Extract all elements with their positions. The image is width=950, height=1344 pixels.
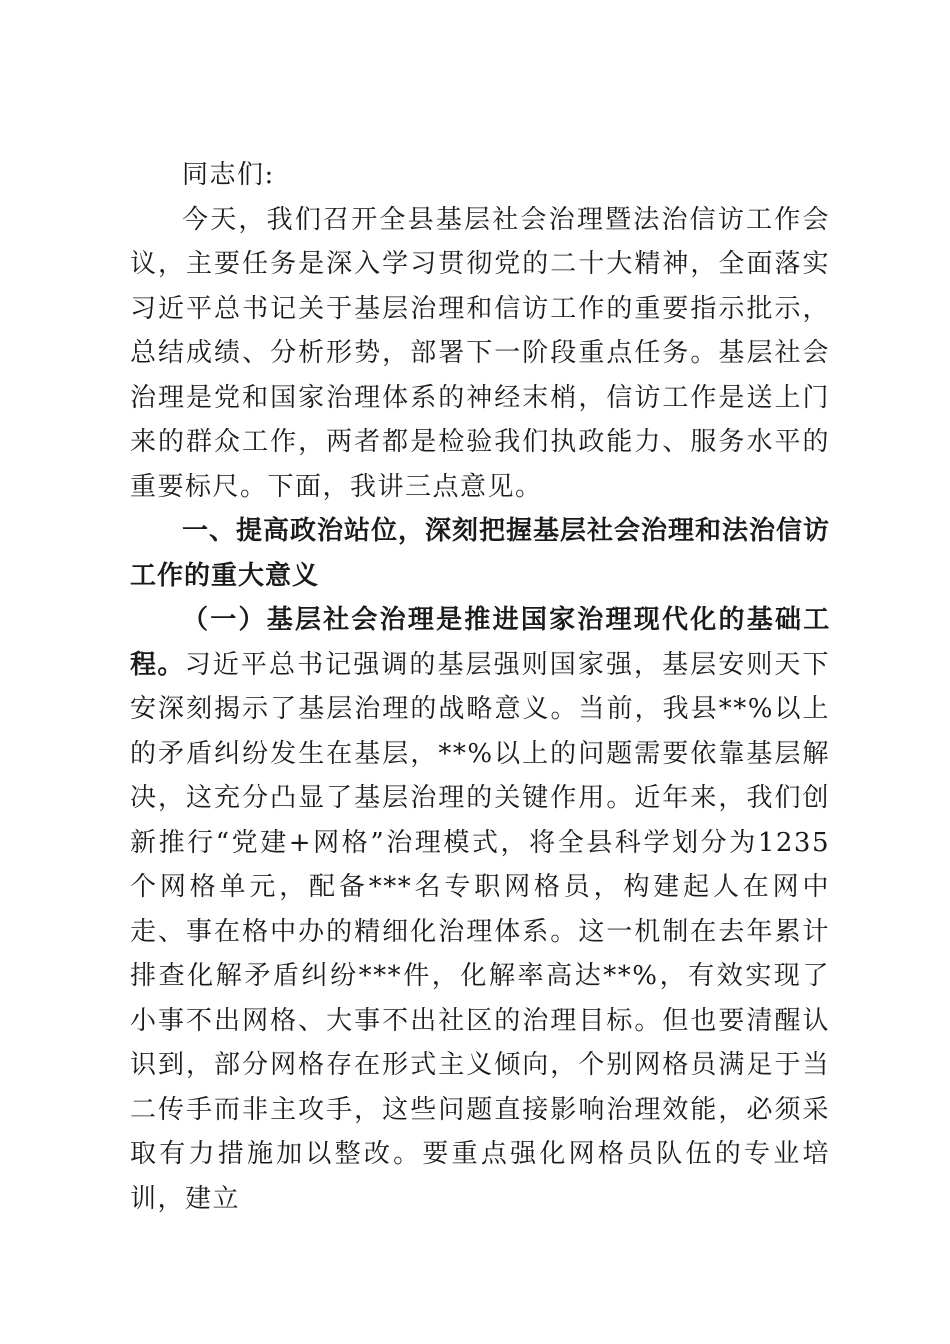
salutation: 同志们: <box>182 160 275 190</box>
document-body <box>130 153 830 1221</box>
intro-paragraph: 今天，我们召开全县基层社会治理暨法治信访工作会议，主要任务是深入学习贯彻党的二十大精神，全面落实习近平总书记关于基层治理和信访工作的重要指示批示，总结成绩、分析形势，部署下一阶段重点任务。基层社会治理是党和国家治理体系的神经末梢，信访工作是送上门来的群众工作，两者都是检验我们执政能力、服务水平的重要标尺。下面，我讲三点意见。 <box>130 204 830 502</box>
subsection-title: （一）基层社会治理是推进国家治理现代化的基础工程。 <box>130 605 830 680</box>
section-heading: 一、提高政治站位，深刻把握基层社会治理和法治信访工作的重大意义 <box>130 516 831 591</box>
subsection-body: 习近平总书记强调的基层强则国家强，基层安则天下安深刻揭示了基层治理的战略意义。当前，我县**%以上的矛盾纠纷发生在基层，**%以上的问题需要依靠基层解决，这充分凸显了基层治理的关键作用。近年来，我们创新推行“党建+网格”治理模式，将全县科学划分为1235个网格单元，配备***名专职网格员，构建起人在网中走、事在格中办的精细化治理体系。这一机制在去年累计排查化解矛盾纠纷***件，化解率高达**%，有效实现了小事不出网格、大事不出社区的治理目标。但也要清醒认识到，部分网格存在形式主义倾向，个别网格员满足于当二传手而非主攻手，这些问题直接影响治理效能，必须采取有力措施加以整改。要重点强化网格员队伍的专业培训，建立 <box>130 649 830 1214</box>
subsection-paragraph <box>130 598 830 1221</box>
